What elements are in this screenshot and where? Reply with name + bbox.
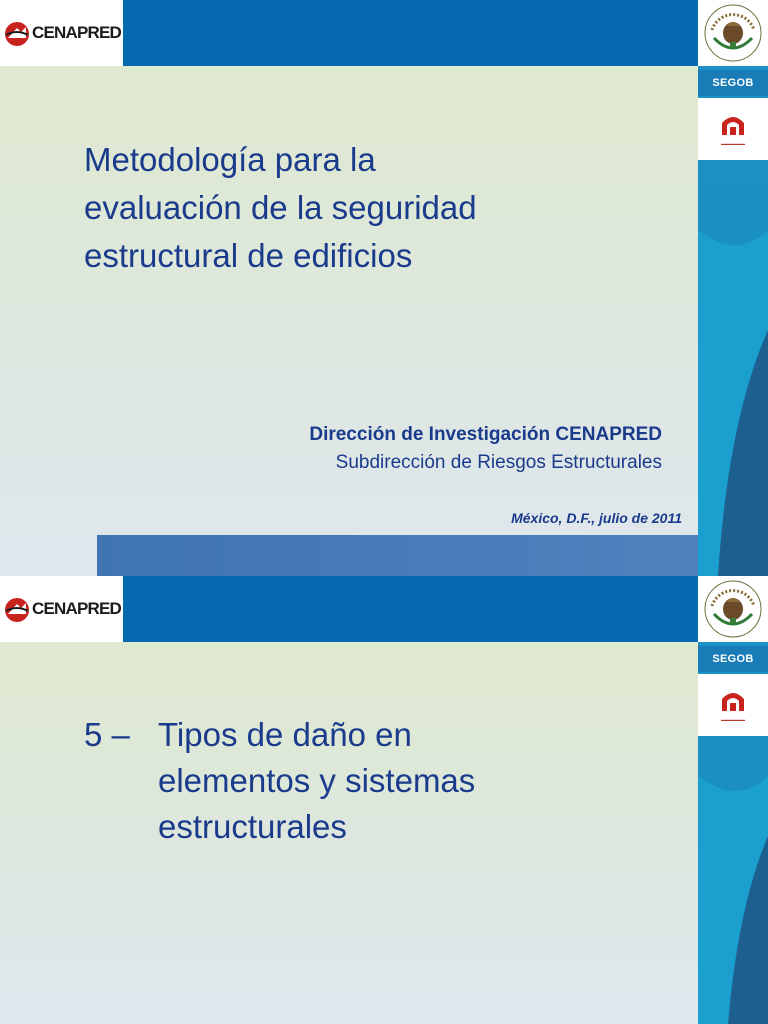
- seal-container: [698, 576, 768, 642]
- section-title: Tipos de daño en elementos y sistemas estructurales: [158, 716, 476, 845]
- section-number: 5 –: [84, 716, 130, 753]
- date-line: México, D.F., julio de 2011: [511, 510, 682, 526]
- proteccion-civil-container: [698, 674, 768, 736]
- logo-text: CENAPRED: [32, 599, 122, 618]
- right-sidebar: [698, 0, 768, 576]
- mexico-seal-icon: [702, 2, 764, 64]
- subdepartment-line: Subdirección de Riesgos Estructurales: [335, 452, 662, 473]
- proteccion-civil-container: [698, 98, 768, 160]
- slide-2: [0, 576, 768, 1024]
- slide-title: Metodología para la evaluación de la seguridad estructural de edificios: [84, 141, 477, 274]
- cenapred-logo: [0, 576, 123, 642]
- cenapred-logo: [0, 0, 123, 66]
- department-line: Dirección de Investigación CENAPRED: [309, 424, 662, 445]
- bottom-band: [97, 535, 698, 576]
- segob-label: SEGOB: [698, 646, 768, 672]
- side-wave-decoration: [698, 576, 768, 1024]
- proteccion-civil-icon: [718, 111, 748, 141]
- logo-text: CENAPRED: [32, 23, 122, 42]
- proteccion-civil-caption-mark: ▬▬▬▬▬▬: [721, 141, 745, 147]
- mexico-seal-icon: [702, 578, 764, 640]
- cenapred-logo-icon: [3, 595, 31, 623]
- proteccion-civil-caption-mark: ▬▬▬▬▬▬: [721, 717, 745, 723]
- cenapred-logo-icon: [3, 19, 31, 47]
- segob-label: SEGOB: [698, 70, 768, 96]
- seal-container: [698, 0, 768, 66]
- right-sidebar: [698, 576, 768, 1024]
- proteccion-civil-icon: [718, 687, 748, 717]
